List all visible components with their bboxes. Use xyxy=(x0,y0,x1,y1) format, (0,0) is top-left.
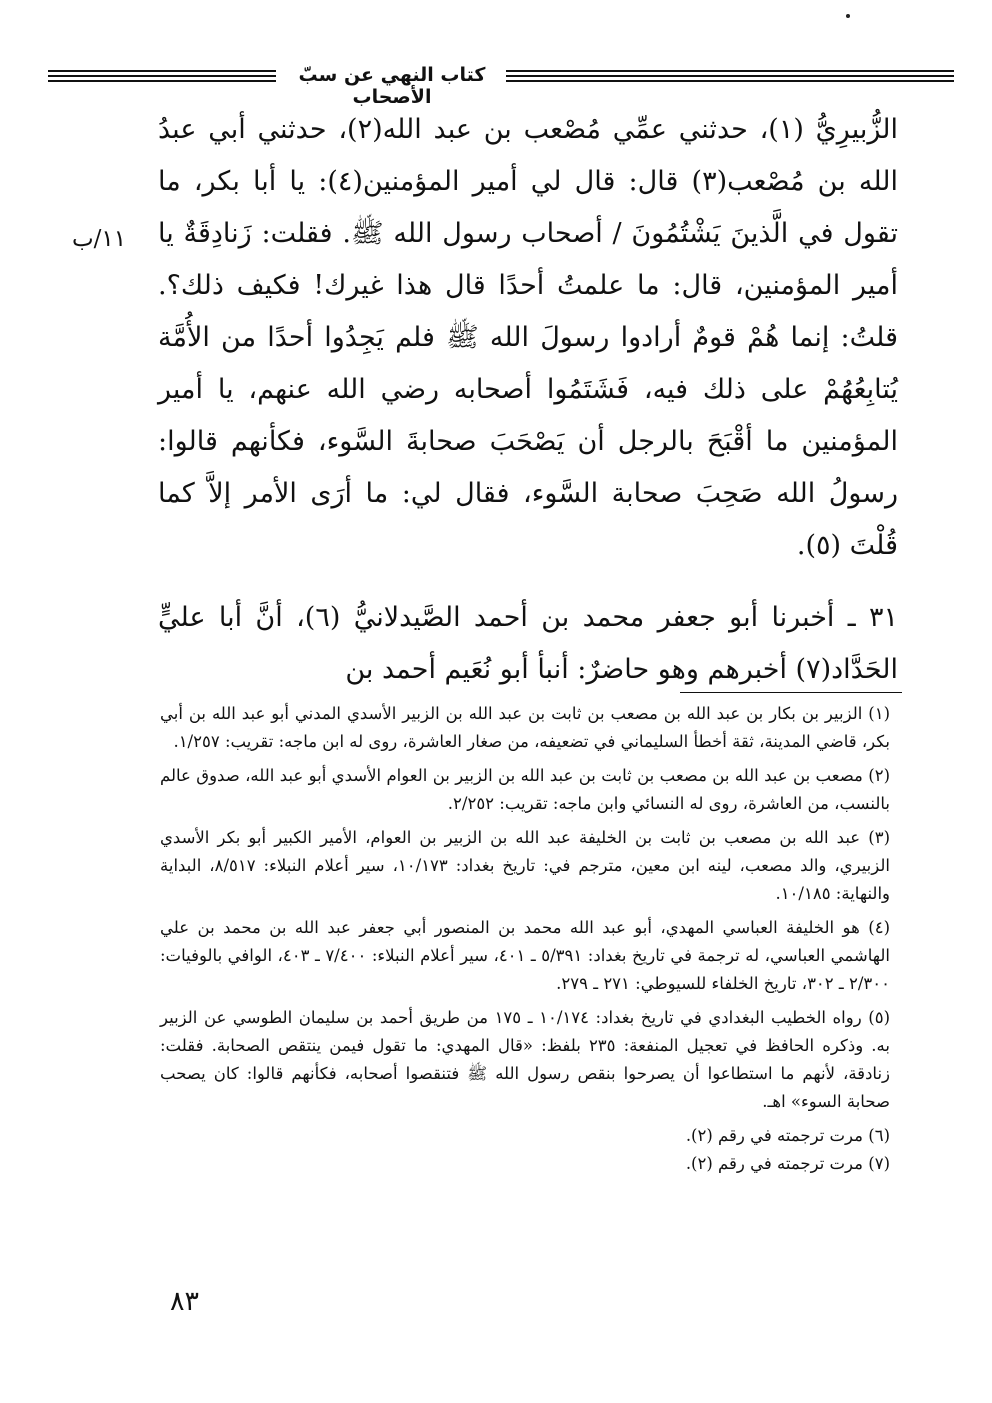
manuscript-folio-marker: ١١/ب xyxy=(72,226,127,252)
footnote: (٥) رواه الخطيب البغدادي في تاريخ بغداد: ١٠/١٧٤ ـ ١٧٥ من طريق أحمد بن سليمان الطوسي عن الزبير به. وذكره الحافظ في تعجيل المنفعة: ٢٣٥ بلفظ: «قال المهدي: ما تقول فيمن ينتقص الصحابة. فقلت: زنادقة، لأنهم ما استطاعوا أن يصرحوا بنقص رسول الله ﷺ فتنقصوا أصحابه، فكأنهم قالوا: كان يصحب صحابة السوء» اهـ. xyxy=(160,1008,890,1111)
footnote: (٣) عبد الله بن مصعب بن ثابت بن الخليفة عبد الله بن الزبير بن العوام، الأمير الكبير أبو بكر الأسدي الزبيري، والد مصعب، لينه ابن معين، مترجم في: تاريخ بغداد: ١٠/١٧٣، سير أعلام النبلاء: ٨/٥١٧، البداية والنهاية: ١٠/١٨٥. xyxy=(160,828,890,903)
body-paragraph: ٣١ ـ أخبرنا أبو جعفر محمد بن أحمد الصَّيدلانيُّ (٦)، أنَّ أبا عليٍّ الحَدَّاد(٧) أخبرهم وهو حاضرٌ: أنبأ أبو نُعَيم أحمد بن xyxy=(158,602,899,685)
footnote: (٤) هو الخليفة العباسي المهدي، أبو عبد الله محمد بن المنصور أبي جعفر عبد الله بن محمد بن علي الهاشمي العباسي، له ترجمة في تاريخ بغداد: ٥/٣٩١ ـ ٤٠١، سير أعلام النبلاء: ٧/٤٠٠ ـ ٤٠٣، الوافي بالوفيات: ٢/٣٠٠ ـ ٣٠٢، تاريخ الخلفاء للسيوطي: ٢٧١ ـ ٢٧٩. xyxy=(160,918,891,993)
header-rule-line xyxy=(506,75,954,77)
scan-speck xyxy=(846,14,850,18)
footnote: (٦) مرت ترجمته في رقم (٢). xyxy=(685,1126,890,1145)
header-rule-line xyxy=(48,70,276,72)
footnotes xyxy=(160,700,890,1178)
page-number: ٨٣ xyxy=(170,1286,200,1317)
header-rule-right xyxy=(506,70,954,90)
running-title: كتاب النهي عن سبّ الأصحاب xyxy=(298,64,486,108)
footnote: (١) الزبير بن بكار بن عبد الله بن مصعب بن ثابت بن عبد الله بن الزبير الأسدي المدني أبو عبد الله بن أبي بكر، قاضي المدينة، ثقة أخطأ السليماني في تضعيفه، من صغار العاشرة، روى له ابن ماجه: تقريب: ١/٢٥٧. xyxy=(160,704,890,751)
footnote: (٧) مرت ترجمته في رقم (٢). xyxy=(685,1154,890,1173)
header-rule-line xyxy=(48,75,276,77)
header-rule-left xyxy=(48,70,276,90)
header-rule-line xyxy=(506,80,954,82)
header-rule-line xyxy=(48,80,276,82)
main-text xyxy=(158,104,898,696)
body-paragraph: الزُّبيرِيُّ (١)، حدثني عمِّي مُصْعب بن عبد الله(٢)، حدثني أبي عبدُ الله بن مُصْعب(٣) قال: قال لي أمير المؤمنين(٤): يا أبا بكر، ما تقول في الَّذينَ يَشْتُمُونَ / أصحاب رسول الله ﷺ. فقلت: زَنادِقَةٌ يا أمير المؤمنين، قال: ما علمتُ أحدًا قال هذا غيرك! فكيف ذلك؟. قلتُ: إنما هُمْ قومٌ أرادوا رسولَ الله ﷺ فلم يَجِدُوا أحدًا من الأُمَّة يُتابِعُهُمْ على ذلك فيه، فَشَتَمُوا أصحابه رضي الله عنهم، يا أمير المؤمنين ما أقْبَحَ بالرجل أن يَصْحَبَ صحابةَ السَّوء، فكأنهم قالوا: رسولُ الله صَحِبَ صحابة السَّوء، فقال لي: ما أرَى الأمر إلاَّ كما قُلْتَ (٥). xyxy=(158,114,899,561)
header-rule-line xyxy=(506,70,954,72)
footnote-separator xyxy=(680,692,902,693)
footnote: (٢) مصعب بن عبد الله بن مصعب بن ثابت بن عبد الله بن الزبير بن العوام الأسدي أبو عبد الله، صدوق عالم بالنسب، من العاشرة، روى له النسائي وابن ماجه: تقريب: ٢/٢٥٢. xyxy=(160,766,890,813)
page-header xyxy=(48,60,954,108)
